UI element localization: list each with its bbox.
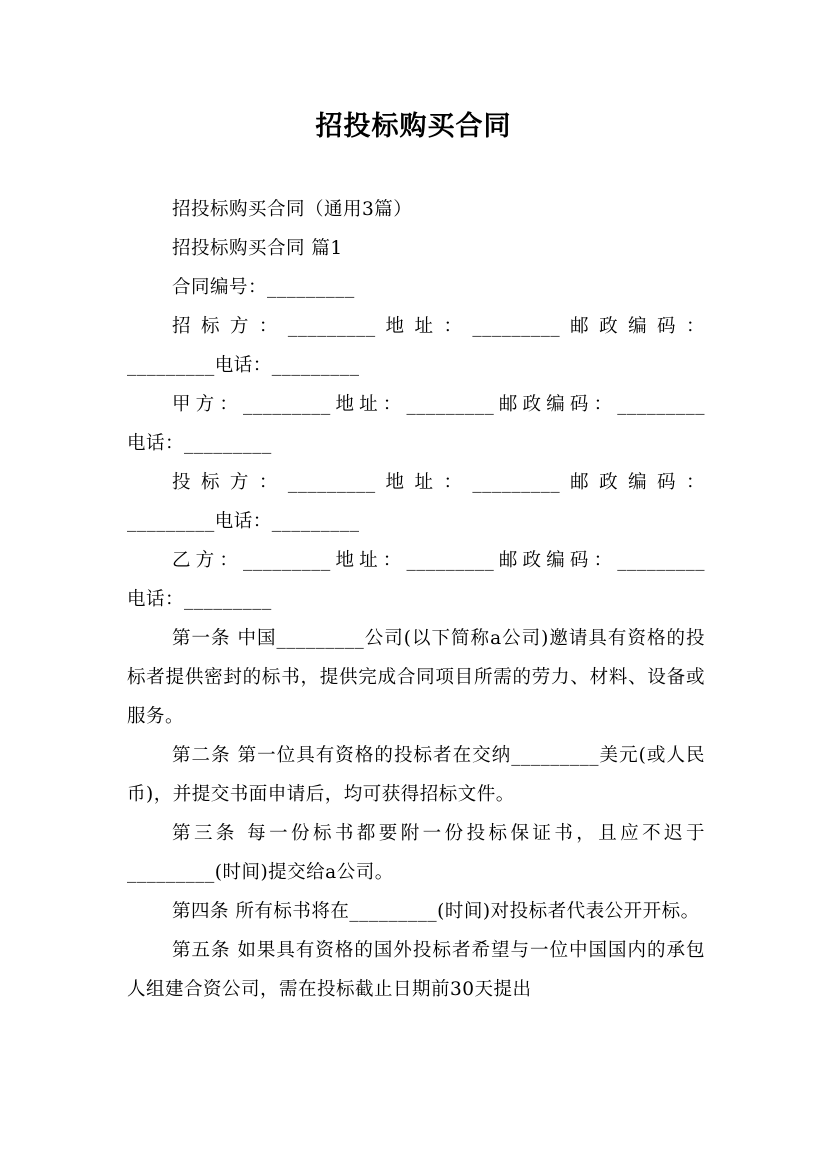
article-3: 第三条 每一份标书都要附一份投标保证书，且应不迟于_________(时间)提交给a公司。 bbox=[127, 823, 705, 883]
party-b-line-cont: 电话：_________ bbox=[127, 589, 272, 610]
tenderer-line: 招标方：_________地址：_________邮政编码： bbox=[172, 316, 705, 337]
article-1: 第一条 中国_________公司(以下简称a公司)邀请具有资格的投标者提供密封的标书，提供完成合同项目所需的劳力、材料、设备或服务。 bbox=[127, 628, 705, 727]
piece-line: 招投标购买合同 篇1 bbox=[172, 238, 343, 259]
tenderer-line-cont: _________电话：_________ bbox=[127, 355, 360, 376]
article-2: 第二条 第一位具有资格的投标者在交纳_________美元(或人民币)，并提交书面申请后，均可获得招标文件。 bbox=[127, 745, 705, 805]
contract-number-line: 合同编号：_________ bbox=[172, 277, 355, 298]
subtitle-line: 招投标购买合同（通用3篇） bbox=[172, 199, 413, 220]
party-b-line: 乙方：_________地址：_________邮政编码：_________ bbox=[172, 550, 705, 571]
article-4: 第四条 所有标书将在_________(时间)对投标者代表公开开标。 bbox=[172, 901, 700, 922]
bidder-line: 投标方：_________地址：_________邮政编码： bbox=[172, 472, 705, 493]
party-a-line: 甲方：_________地址：_________邮政编码：_________ bbox=[172, 394, 705, 415]
article-5: 第五条 如果具有资格的国外投标者希望与一位中国国内的承包人组建合资公司，需在投标截止日期前30天提出 bbox=[127, 940, 705, 1000]
party-a-line-cont: 电话：_________ bbox=[127, 433, 272, 454]
contract-body bbox=[127, 190, 705, 1009]
page-title: 招投标购买合同 bbox=[315, 111, 512, 142]
bidder-line-cont: _________电话：_________ bbox=[127, 511, 360, 532]
